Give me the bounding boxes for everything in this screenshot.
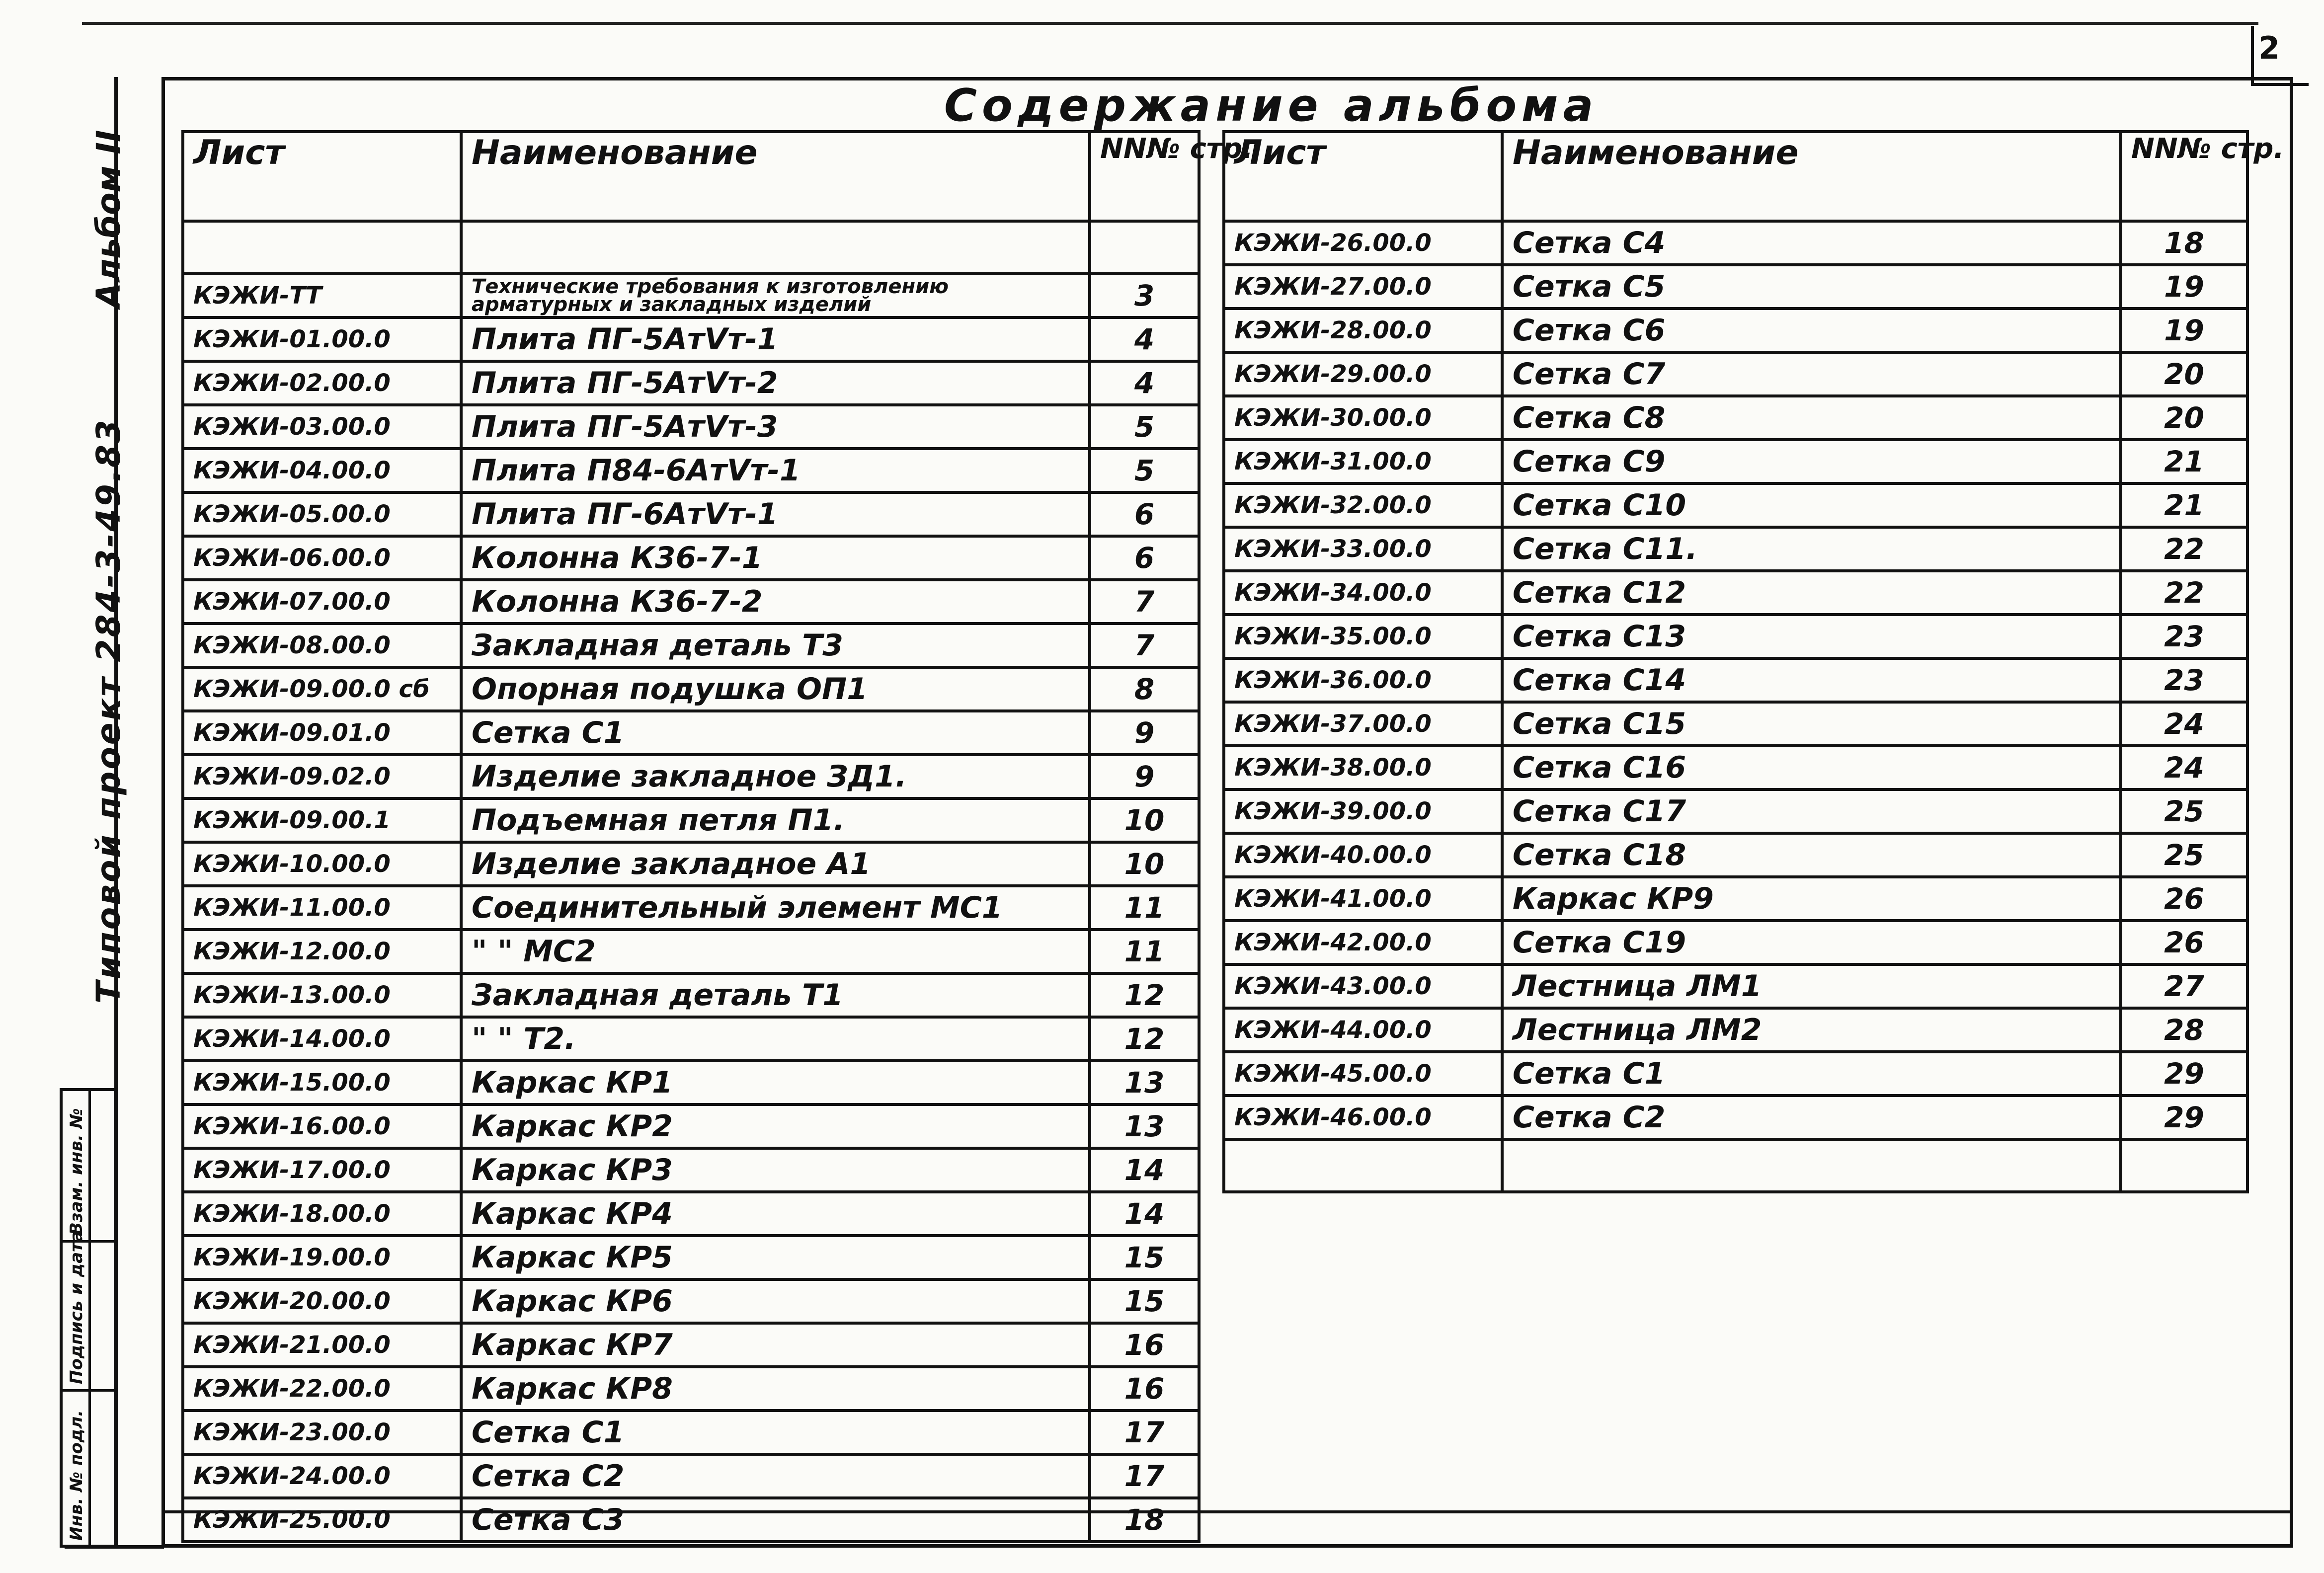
page-number: 16 [1090, 1367, 1199, 1411]
table-row [1224, 309, 2247, 352]
sheet-code: КЭЖИ-35.00.0 [1224, 615, 1502, 658]
stamp-signature: Подпись и дата [67, 1231, 86, 1384]
table-row [1224, 1139, 2247, 1192]
item-name: Опорная подушка ОП1 [461, 667, 1090, 711]
table-row [183, 405, 1199, 449]
table-row [1224, 571, 2247, 615]
page-number: 10 [1090, 842, 1199, 886]
column-header-name: Наименование [461, 132, 1090, 221]
item-name: Каркас КР1 [461, 1061, 1090, 1104]
column-header-name: Наименование [1502, 132, 2121, 221]
table-row [183, 1148, 1199, 1192]
item-name: Сетка С16 [1502, 746, 2121, 789]
stamp-inv-no: Инв. № подл. [67, 1410, 86, 1541]
page-number: 18 [2121, 221, 2247, 265]
item-name: Сетка С1 [461, 711, 1090, 755]
sheet-code: КЭЖИ-13.00.0 [183, 973, 461, 1017]
page-number: 23 [2121, 658, 2247, 702]
item-name: Сетка С15 [1502, 702, 2121, 746]
item-name: Изделие закладное ЗД1. [461, 755, 1090, 798]
page-number: 10 [1090, 798, 1199, 842]
sheet-code [183, 221, 461, 274]
page-number: 21 [2121, 440, 2247, 483]
page-number: 11 [1090, 930, 1199, 973]
item-name [461, 221, 1090, 274]
table-row [1224, 921, 2247, 964]
sheet-code: КЭЖИ-30.00.0 [1224, 396, 1502, 440]
sheet-code: КЭЖИ-31.00.0 [1224, 440, 1502, 483]
sheet-code: КЭЖИ-10.00.0 [183, 842, 461, 886]
sheet-code: КЭЖИ-04.00.0 [183, 449, 461, 492]
item-name: Лестница ЛМ1 [1502, 964, 2121, 1008]
item-name: Каркас КР7 [461, 1323, 1090, 1367]
sheet-code: КЭЖИ-08.00.0 [183, 624, 461, 667]
table-row [183, 842, 1199, 886]
table-row [183, 798, 1199, 842]
page-number: 21 [2121, 483, 2247, 527]
item-name: Плита ПГ-6АтVт-1 [461, 492, 1090, 536]
page-number: 6 [1090, 492, 1199, 536]
item-name: Лестница ЛМ2 [1502, 1008, 2121, 1052]
item-name: " " МС2 [461, 930, 1090, 973]
sheet-code: КЭЖИ-09.00.0 сб [183, 667, 461, 711]
page-number: 25 [2121, 789, 2247, 833]
stamp-divider [63, 1389, 114, 1392]
sheet-code: КЭЖИ-06.00.0 [183, 536, 461, 580]
sheet-code: КЭЖИ-25.00.0 [183, 1498, 461, 1542]
sheet-code: КЭЖИ-14.00.0 [183, 1017, 461, 1061]
sheet-code: КЭЖИ-20.00.0 [183, 1279, 461, 1323]
sheet-code: КЭЖИ-15.00.0 [183, 1061, 461, 1104]
page-number: 13 [1090, 1061, 1199, 1104]
sheet-code: КЭЖИ-36.00.0 [1224, 658, 1502, 702]
contents-table-left [181, 130, 1253, 1543]
sheet-code: КЭЖИ-22.00.0 [183, 1367, 461, 1411]
sheet-code: КЭЖИ-01.00.0 [183, 317, 461, 361]
sheet-code: КЭЖИ-32.00.0 [1224, 483, 1502, 527]
sheet-code: КЭЖИ-19.00.0 [183, 1236, 461, 1279]
page-number: 20 [2121, 352, 2247, 396]
table-row [1224, 789, 2247, 833]
page-number: 6 [1090, 536, 1199, 580]
table-row [183, 1236, 1199, 1279]
item-name: Каркас КР3 [461, 1148, 1090, 1192]
sheet-code: КЭЖИ-43.00.0 [1224, 964, 1502, 1008]
page-number: 24 [2121, 702, 2247, 746]
item-name: Сетка С6 [1502, 309, 2121, 352]
table-row [183, 624, 1199, 667]
sheet-code: КЭЖИ-23.00.0 [183, 1411, 461, 1454]
item-name: Закладная деталь Т3 [461, 624, 1090, 667]
item-name: Каркас КР2 [461, 1104, 1090, 1148]
page-number: 15 [1090, 1279, 1199, 1323]
sheet-code: КЭЖИ-40.00.0 [1224, 833, 1502, 877]
item-name: Сетка С1 [461, 1411, 1090, 1454]
project-label: Типовой проект 284-3-49.83 [89, 418, 128, 1004]
item-name: Сетка С7 [1502, 352, 2121, 396]
table-row [183, 1279, 1199, 1323]
table-row [183, 1454, 1199, 1498]
page-number: 13 [1090, 1104, 1199, 1148]
page-title: Содержание альбома [944, 79, 1599, 132]
item-name: Сетка С19 [1502, 921, 2121, 964]
stamp-divider [88, 1091, 91, 1545]
sheet-code: КЭЖИ-03.00.0 [183, 405, 461, 449]
table-row [1224, 1096, 2247, 1139]
item-name: Каркас КР8 [461, 1367, 1090, 1411]
sheet-code: КЭЖИ-21.00.0 [183, 1323, 461, 1367]
table-row [1224, 396, 2247, 440]
table-row [183, 755, 1199, 798]
item-name: Сетка С9 [1502, 440, 2121, 483]
item-name: Сетка С18 [1502, 833, 2121, 877]
sheet-code: КЭЖИ-18.00.0 [183, 1192, 461, 1236]
table-row [183, 930, 1199, 973]
page-number: 27 [2121, 964, 2247, 1008]
table-row [1224, 1008, 2247, 1052]
page-number: 17 [1090, 1454, 1199, 1498]
page-number: 19 [2121, 309, 2247, 352]
table-row [183, 221, 1199, 274]
item-name: Сетка С3 [461, 1498, 1090, 1542]
sheet-code: КЭЖИ-12.00.0 [183, 930, 461, 973]
item-name: Соединительный элемент МС1 [461, 886, 1090, 930]
contents-table-right [1222, 130, 2284, 1193]
table-row [1224, 1052, 2247, 1096]
sheet-code: КЭЖИ-16.00.0 [183, 1104, 461, 1148]
page-number: 20 [2121, 396, 2247, 440]
sheet-code: КЭЖИ-07.00.0 [183, 580, 461, 624]
sheet-code: КЭЖИ-11.00.0 [183, 886, 461, 930]
table-row [183, 1017, 1199, 1061]
page-number: 12 [1090, 1017, 1199, 1061]
table-row [1224, 658, 2247, 702]
table-row [183, 449, 1199, 492]
page-number: 9 [1090, 711, 1199, 755]
page-number: 14 [1090, 1192, 1199, 1236]
item-name: Сетка С12 [1502, 571, 2121, 615]
table-row [183, 1367, 1199, 1411]
item-name: Сетка С13 [1502, 615, 2121, 658]
sheet-code: КЭЖИ-26.00.0 [1224, 221, 1502, 265]
item-name: Сетка С4 [1502, 221, 2121, 265]
page-number: 25 [2121, 833, 2247, 877]
item-name: Каркас КР6 [461, 1279, 1090, 1323]
page-number: 22 [2121, 527, 2247, 571]
page-number: 7 [1090, 580, 1199, 624]
item-name: Подъемная петля П1. [461, 798, 1090, 842]
top-rule [82, 22, 2258, 25]
page-number: 16 [1090, 1323, 1199, 1367]
page-number: 18 [1090, 1498, 1199, 1542]
page-number: 28 [2121, 1008, 2247, 1052]
sheet-code: КЭЖИ-42.00.0 [1224, 921, 1502, 964]
item-name: " " Т2. [461, 1017, 1090, 1061]
table-row [183, 317, 1199, 361]
table-row [1224, 265, 2247, 309]
table-row [1224, 440, 2247, 483]
sheet-code: КЭЖИ-02.00.0 [183, 361, 461, 405]
sheet-code [1224, 1139, 1502, 1192]
page-number: 12 [1090, 973, 1199, 1017]
table-row [1224, 221, 2247, 265]
item-name: Сетка С2 [461, 1454, 1090, 1498]
sheet-code: КЭЖИ-39.00.0 [1224, 789, 1502, 833]
table-row [183, 667, 1199, 711]
album-label: Альбом II [89, 130, 128, 308]
table-row [1224, 877, 2247, 921]
item-name: Сетка С8 [1502, 396, 2121, 440]
page-number: 5 [1090, 405, 1199, 449]
item-name: Плита ПГ-5АтVт-1 [461, 317, 1090, 361]
page-number: 4 [1090, 317, 1199, 361]
item-name: Сетка С17 [1502, 789, 2121, 833]
column-header-page: NN№ стр. [1090, 132, 1199, 221]
table-row [183, 1323, 1199, 1367]
sheet-code: КЭЖИ-17.00.0 [183, 1148, 461, 1192]
page-number: 24 [2121, 746, 2247, 789]
page-number: 22 [2121, 571, 2247, 615]
item-name: Технические требования к изготовлению арматурных и закладных изделий [461, 274, 1090, 317]
page-number: 29 [2121, 1052, 2247, 1096]
sheet-code: КЭЖИ-46.00.0 [1224, 1096, 1502, 1139]
item-name: Колонна К36-7-1 [461, 536, 1090, 580]
item-name: Сетка С11. [1502, 527, 2121, 571]
table-row [1224, 483, 2247, 527]
page-number: 9 [1090, 755, 1199, 798]
sheet-code: КЭЖИ-09.01.0 [183, 711, 461, 755]
column-header-page: NN№ стр. [2121, 132, 2247, 221]
sheet-code: КЭЖИ-33.00.0 [1224, 527, 1502, 571]
item-name: Закладная деталь Т1 [461, 973, 1090, 1017]
page-number: 23 [2121, 615, 2247, 658]
table-row [183, 492, 1199, 536]
table-row [1224, 352, 2247, 396]
sheet-code: КЭЖИ-09.02.0 [183, 755, 461, 798]
sheet-code: КЭЖИ-ТТ [183, 274, 461, 317]
table-row [1224, 833, 2247, 877]
table-row [183, 1192, 1199, 1236]
stamp-replace-inv: Взам. инв. № [67, 1108, 86, 1235]
page-number [2121, 1139, 2247, 1192]
table-row [183, 274, 1199, 317]
page-number: 19 [2121, 265, 2247, 309]
item-name: Сетка С5 [1502, 265, 2121, 309]
page-number: 26 [2121, 921, 2247, 964]
item-name: Плита ПГ-5АтVт-2 [461, 361, 1090, 405]
table-row [183, 1411, 1199, 1454]
column-header-sheet: Лист [183, 132, 461, 221]
table-row [183, 886, 1199, 930]
page-number: 5 [1090, 449, 1199, 492]
table-row [183, 361, 1199, 405]
sheet-code: КЭЖИ-44.00.0 [1224, 1008, 1502, 1052]
item-name: Каркас КР4 [461, 1192, 1090, 1236]
item-name: Сетка С14 [1502, 658, 2121, 702]
page-number: 26 [2121, 877, 2247, 921]
item-name: Сетка С1 [1502, 1052, 2121, 1096]
item-name [1502, 1139, 2121, 1192]
table-row [183, 711, 1199, 755]
table-row [183, 536, 1199, 580]
page-number: 14 [1090, 1148, 1199, 1192]
sheet-code: КЭЖИ-05.00.0 [183, 492, 461, 536]
page-number: 2 [2258, 30, 2280, 66]
sheet-code: КЭЖИ-29.00.0 [1224, 352, 1502, 396]
sheet-code: КЭЖИ-41.00.0 [1224, 877, 1502, 921]
page-number: 7 [1090, 624, 1199, 667]
item-name: Изделие закладное А1 [461, 842, 1090, 886]
sheet-code: КЭЖИ-24.00.0 [183, 1454, 461, 1498]
table-row [1224, 615, 2247, 658]
page-number: 11 [1090, 886, 1199, 930]
page-number: 17 [1090, 1411, 1199, 1454]
table-row [1224, 746, 2247, 789]
sheet-code: КЭЖИ-28.00.0 [1224, 309, 1502, 352]
item-name: Плита ПГ-5АтVт-3 [461, 405, 1090, 449]
table-row [183, 1104, 1199, 1148]
page-number [1090, 221, 1199, 274]
item-name: Каркас КР9 [1502, 877, 2121, 921]
page-number: 3 [1090, 274, 1199, 317]
column-header-sheet: Лист [1224, 132, 1502, 221]
item-name: Колонна К36-7-2 [461, 580, 1090, 624]
approval-stamp [60, 1088, 117, 1548]
page-number: 8 [1090, 667, 1199, 711]
page-number: 15 [1090, 1236, 1199, 1279]
table-row [183, 973, 1199, 1017]
table-row [183, 1061, 1199, 1104]
sheet-code: КЭЖИ-38.00.0 [1224, 746, 1502, 789]
page-number: 29 [2121, 1096, 2247, 1139]
sheet-code: КЭЖИ-45.00.0 [1224, 1052, 1502, 1096]
sheet-code: КЭЖИ-37.00.0 [1224, 702, 1502, 746]
item-name: Каркас КР5 [461, 1236, 1090, 1279]
item-name: Сетка С10 [1502, 483, 2121, 527]
table-row [183, 1498, 1199, 1542]
table-row [1224, 702, 2247, 746]
sheet-code: КЭЖИ-34.00.0 [1224, 571, 1502, 615]
item-name: Сетка С2 [1502, 1096, 2121, 1139]
table-row [1224, 964, 2247, 1008]
item-name: Плита П84-6АтVт-1 [461, 449, 1090, 492]
sheet-code: КЭЖИ-09.00.1 [183, 798, 461, 842]
page-number: 4 [1090, 361, 1199, 405]
sheet-code: КЭЖИ-27.00.0 [1224, 265, 1502, 309]
table-row [1224, 527, 2247, 571]
table-row [183, 580, 1199, 624]
